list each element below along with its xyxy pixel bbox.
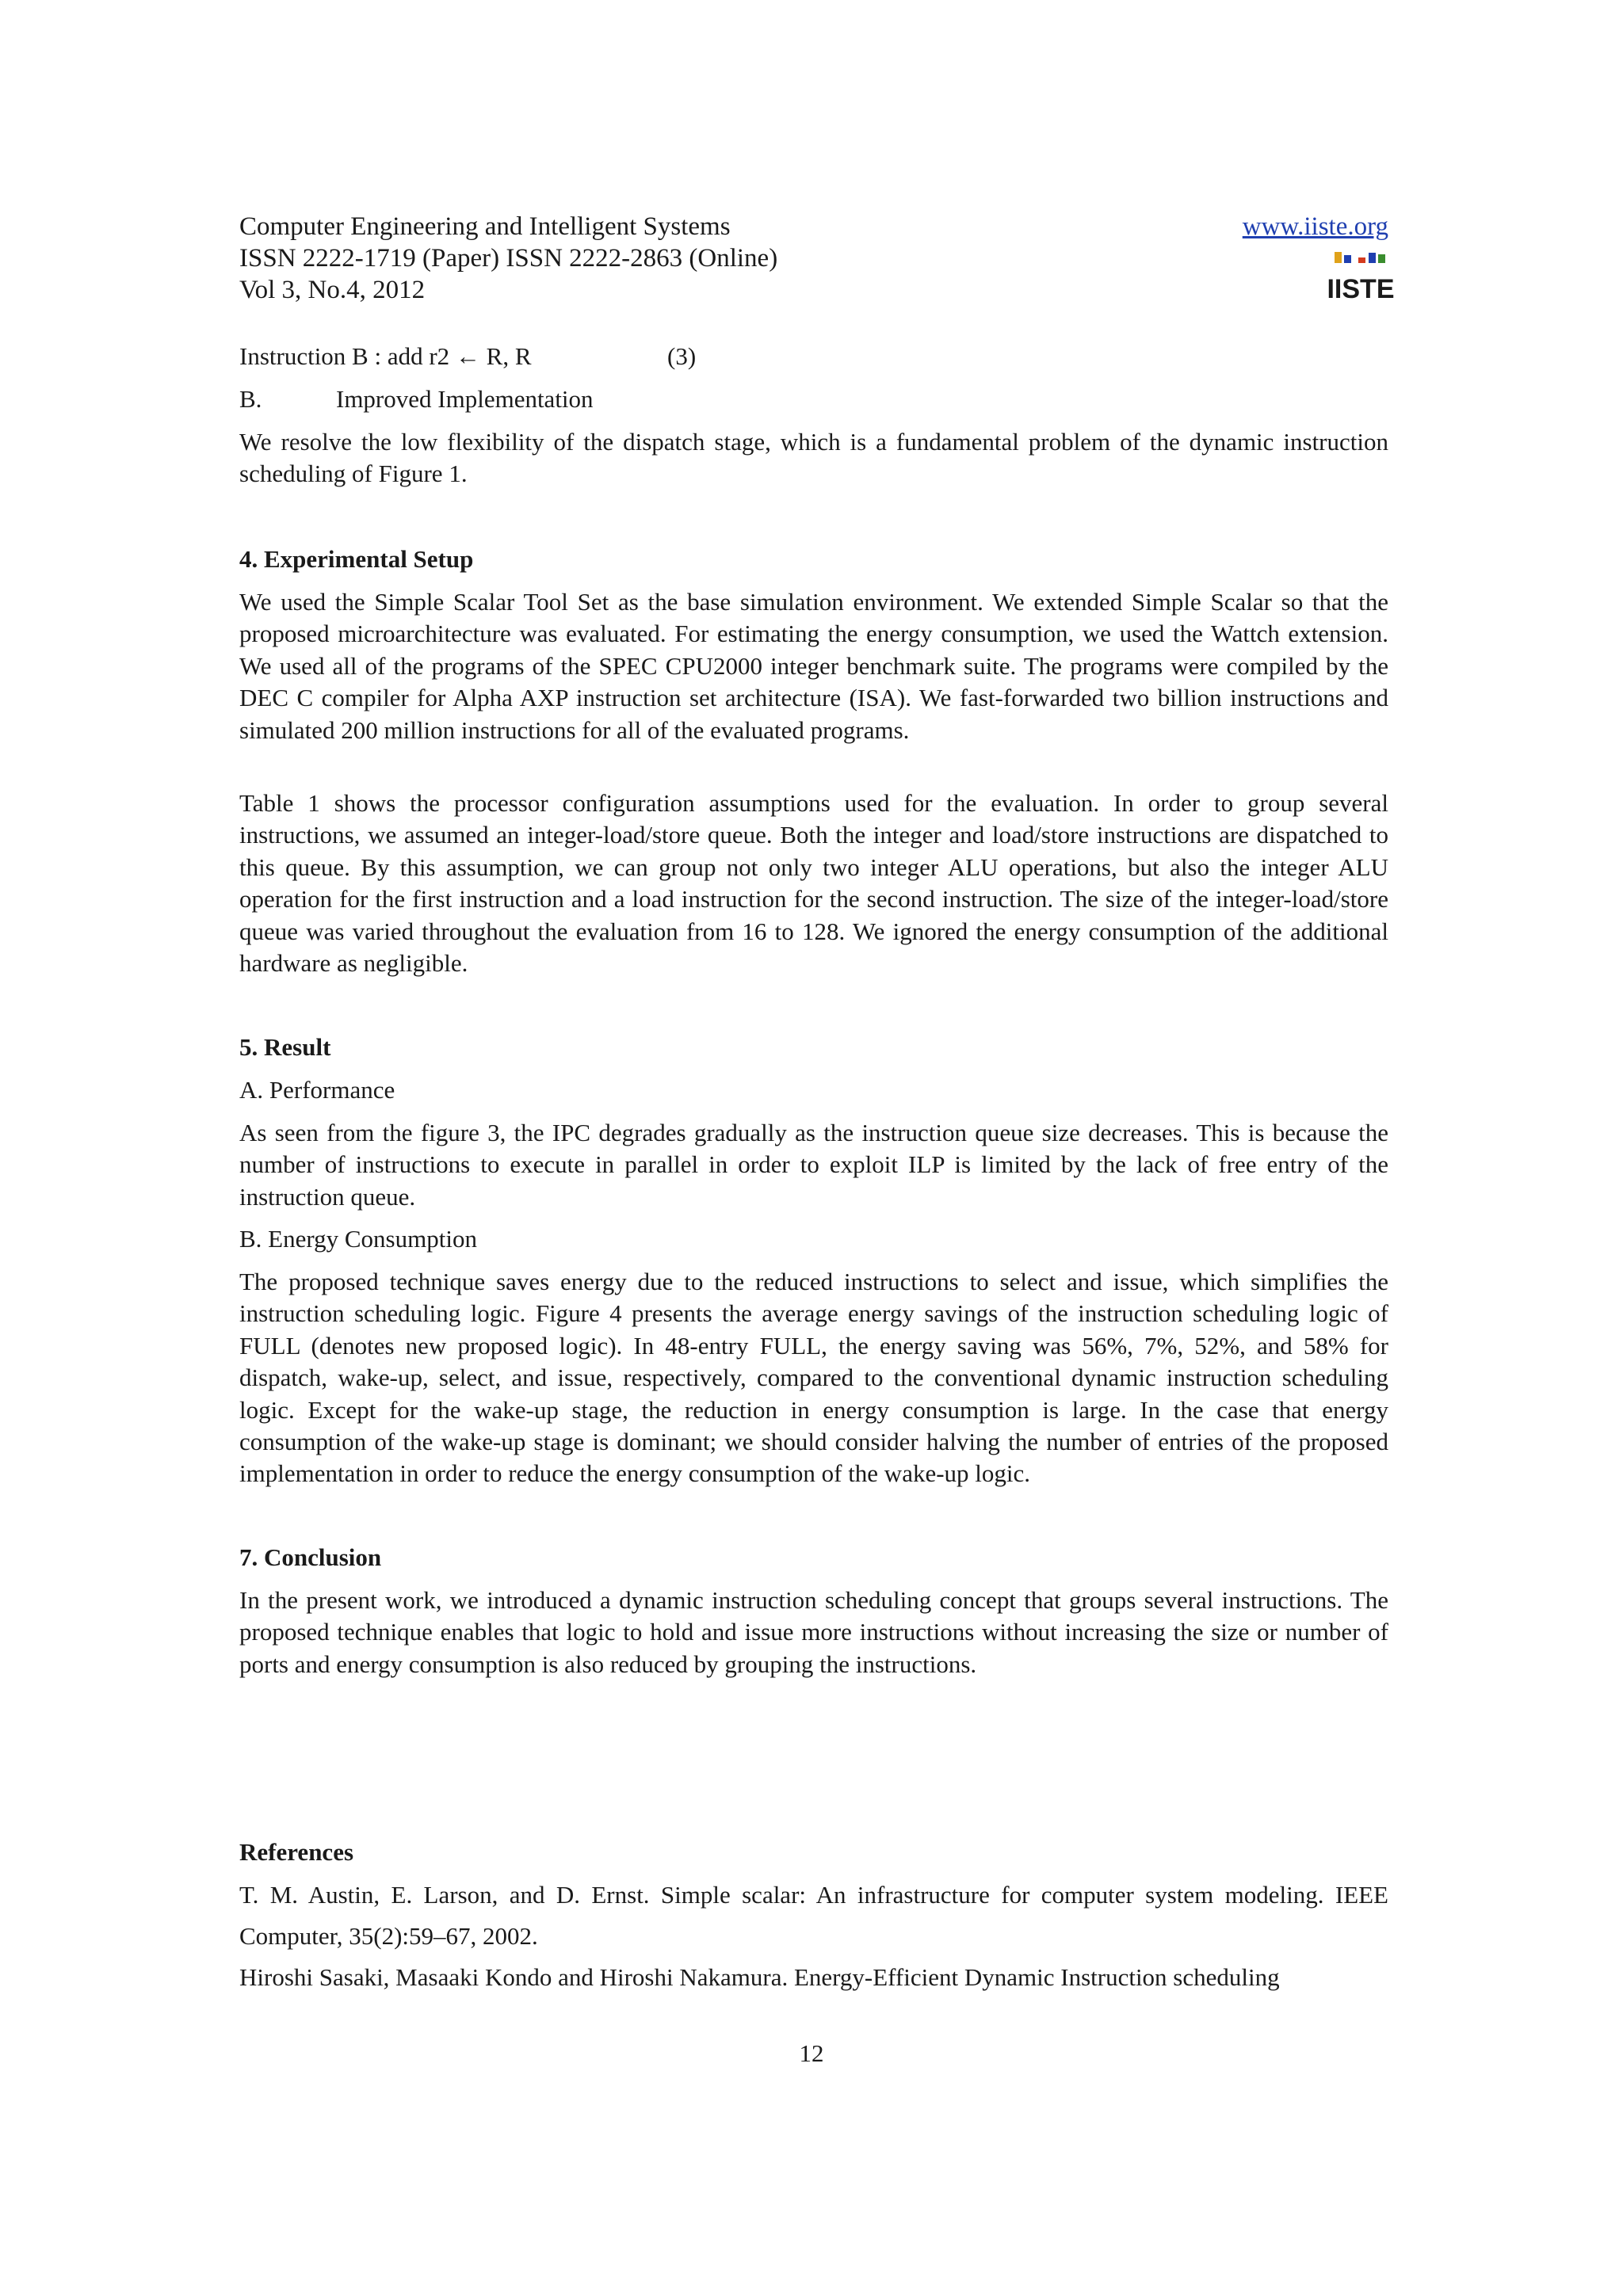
journal-issn: ISSN 2222-1719 (Paper) ISSN 2222-2863 (Online)	[239, 244, 778, 273]
subsection-b-label: B.	[239, 385, 262, 413]
subsection-b-title: Improved Implementation	[336, 385, 594, 413]
iiste-logo-graphic	[1327, 250, 1395, 304]
section-5-heading: 5. Result	[239, 1033, 331, 1061]
reference-item: T. M. Austin, E. Larson, and D. Ernst. Simple scalar: An infrastructure for computer system modeling. IEEE Computer, 35(2):59–67, 2002.	[239, 1881, 1388, 1950]
journal-title: Computer Engineering and Intelligent Systems	[239, 212, 731, 241]
journal-website-link[interactable]: www.iiste.org	[1242, 212, 1388, 241]
section-5-subheading-b: B. Energy Consumption	[239, 1225, 477, 1253]
equation-3: Instruction B : add r2 ← R, R	[239, 342, 532, 370]
iiste-logo	[1327, 250, 1395, 304]
page-number: 12	[799, 2039, 824, 2067]
reference-item: Hiroshi Sasaki, Masaaki Kondo and Hiroshi Nakamura. Energy-Efficient Dynamic Instruction scheduling	[239, 1963, 1280, 1991]
section-4-heading: 4. Experimental Setup	[239, 545, 474, 573]
references-heading: References	[239, 1838, 354, 1866]
section-7-paragraph: In the present work, we introduced a dynamic instruction scheduling concept that groups several instructions. The proposed technique enables that logic to hold and issue more instructions without increasing the size or number of ports and energy consumption is also reduced by grouping the instructions.	[239, 1586, 1388, 1678]
section-5-paragraph-a: As seen from the figure 3, the IPC degrades gradually as the instruction queue size decreases. This is because the number of instructions to execute in parallel in order to exploit ILP is limited by the lack of free entry of the instruction queue.	[239, 1119, 1388, 1211]
section-4-paragraph-2: Table 1 shows the processor configuration assumptions used for the evaluation. In order to group several instructions, we assumed an integer-load/store queue. Both the integer and load/store instructions are dispatched to this queue. By this assumption, we can group not only two integer ALU operations, but also the integer ALU operation for the first instruction and a load instruction for the second instruction. The size of the integer-load/store queue was varied throughout the evaluation from 16 to 128. We ignored the energy consumption of the additional hardware as negligible.	[239, 789, 1388, 978]
section-7-heading: 7. Conclusion	[239, 1543, 382, 1571]
section-5-paragraph-b: The proposed technique saves energy due to the reduced instructions to select and issue, which simplifies the instruction scheduling logic. Figure 4 presents the average energy savings of the instruction scheduling logic of FULL (denotes new proposed logic). In 48-entry FULL, the energy saving was 56%, 7%, 52%, and 58% for dispatch, wake-up, select, and issue, respectively, compared to the conventional dynamic instruction scheduling logic. Except for the wake-up stage, the reduction in energy consumption is large. In the case that energy consumption of the wake-up stage is dominant; we should consider halving the number of entries of the proposed implementation in order to reduce the energy consumption of the wake-up logic.	[239, 1268, 1388, 1488]
iiste-logo-text: IISTE	[1327, 274, 1395, 304]
journal-volume: Vol 3, No.4, 2012	[239, 276, 426, 304]
section-4-paragraph-1: We used the Simple Scalar Tool Set as the base simulation environment. We extended Simple Scalar so that the proposed microarchitecture was evaluated. For estimating the energy consumption, we used the Wattch extension. We used all of the programs of the SPEC CPU2000 integer benchmark suite. The programs were compiled by the DEC C compiler for Alpha AXP instruction set architecture (ISA). We fast-forwarded two billion instructions and simulated 200 million instructions for all of the evaluated programs.	[239, 588, 1388, 744]
section-5-subheading-a: A. Performance	[239, 1076, 395, 1104]
intro-paragraph: We resolve the low flexibility of the dispatch stage, which is a fundamental problem of the dynamic instruction scheduling of Figure 1.	[239, 428, 1388, 488]
equation-number: (3)	[667, 342, 697, 370]
